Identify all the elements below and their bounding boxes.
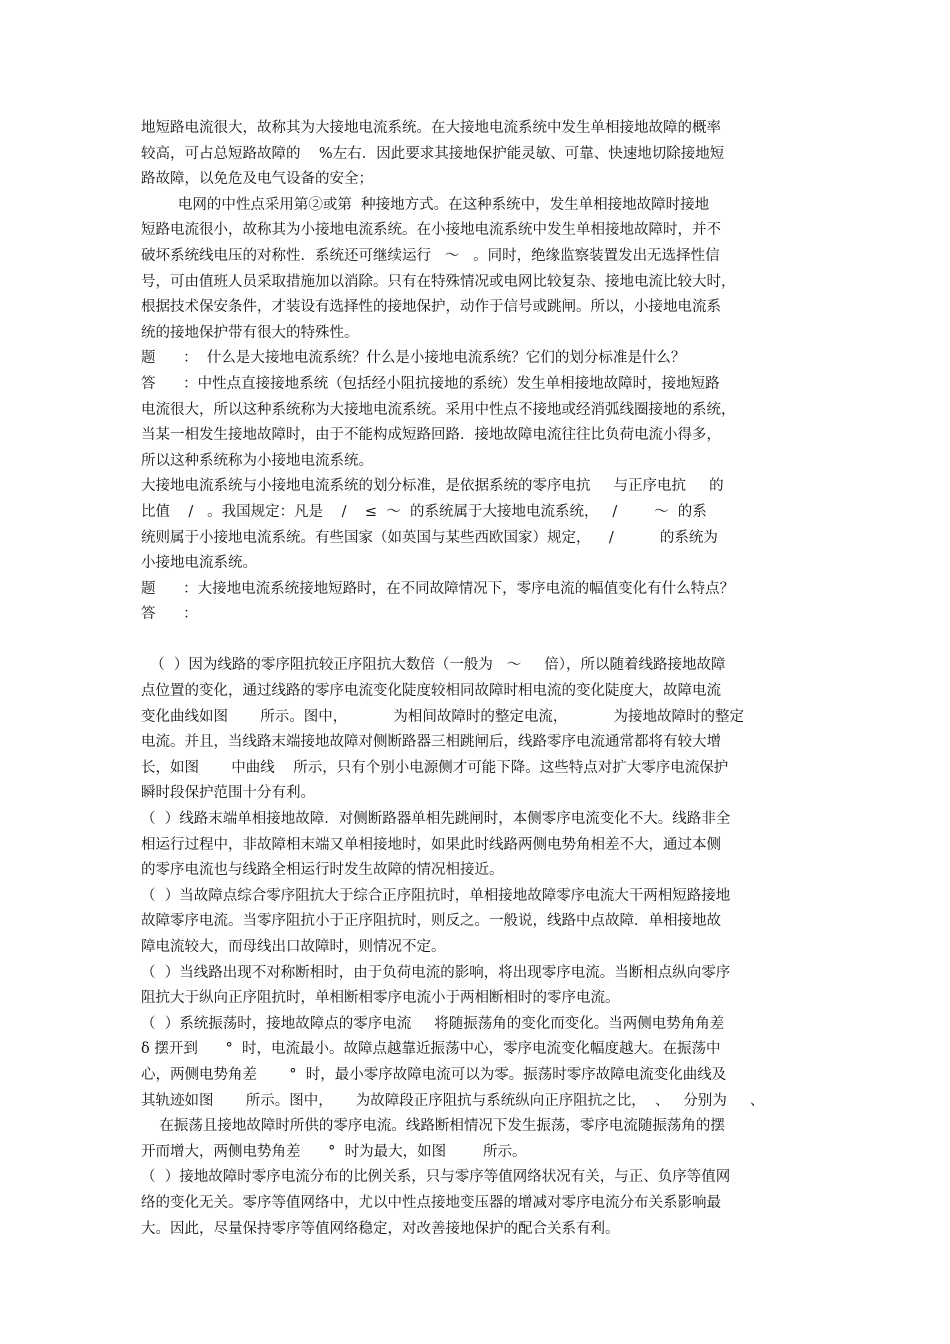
text-line: 的零序电流也与线路全相运行时发生故障的情况相接近。 xyxy=(141,862,504,879)
text-line: 心，两侧电势角差 ° 时，最小零序故障电流可以为零。振荡时零序故障电流变化曲线及 xyxy=(141,1066,727,1083)
text-line: 障电流较大，而母线出口故障时，则情况不定。 xyxy=(141,939,446,955)
text-line: 短路电流很小，故称其为小接地电流系统。在小接地电流系统中发生单相接地故障时，并不 xyxy=(141,222,721,239)
text-line: 答 ： xyxy=(141,606,198,623)
text-line: 统的接地保护带有很大的特殊性。 xyxy=(141,324,359,341)
text-line: 开而增大，两侧电势角差 ° 时为最大，如图 所示。 xyxy=(141,1143,527,1160)
text-line: （ ）因为线路的零序阻抗较正序阻抗大数倍（一般为 ～ 倍），所以随着线路接地故障 xyxy=(141,657,726,674)
text-line: 在振荡且接地故障时所供的零序电流。线路断相情况下发生振荡，零序电流随振荡角的摆 xyxy=(141,1118,725,1135)
text-line: 点位置的变化，通过线路的零序电流变化陡度较相同故障时相电流的变化陡度大，故障电流 xyxy=(141,683,721,700)
text-line: 路故障，以免危及电气设备的安全； xyxy=(141,171,373,188)
text-line: （ ）接地故障时零序电流分布的比例关系，只与零序等值网络状况有关，与正、负序等值网 xyxy=(141,1169,731,1186)
text-line: 根据技术保安条件，才装设有选择性的接地保护，动作于信号或跳闸。所以，小接地电流系 xyxy=(141,299,721,316)
text-line: 号，可由值班人员采取措施加以消除。只有在特殊情况或电网比较复杂、接地电流比较大时， xyxy=(141,273,736,290)
text-line: 答 ：中性点直接接地系统（包括经小阻抗接地的系统）发生单相接地故障时，接地短路 xyxy=(141,375,720,392)
text-line: 大。因此，尽量保持零序等值网络稳定，对改善接地保护的配合关系有利。 xyxy=(141,1220,620,1237)
text-line: （ ）当线路出现不对称断相时，由于负荷电流的影响，将出现零序电流。当断相点纵向零序 xyxy=(141,964,731,981)
text-line: 统则属于小接地电流系统。有些国家（如英国与某些西欧国家）规定， / 的系统为 xyxy=(141,529,718,546)
text-line: 电流。并且，当线路末端接地故障对侧断路器三相跳闸后，线路零序电流通常都将有较大增 xyxy=(141,734,721,751)
text-line: （ ）当故障点综合零序阻抗大于综合正序阻抗时，单相接地故障零序电流大干两相短路接地 xyxy=(141,887,731,904)
text-line: 大接地电流系统与小接地电流系统的划分标准，是依据系统的零序电抗 与正序电抗 的 xyxy=(141,478,724,495)
text-line: 题 ：大接地电流系统接地短路时，在不同故障情况下，零序电流的幅值变化有什么特点？ xyxy=(141,580,735,597)
text-line: 长，如图 中曲线 所示，只有个别小电源侧才可能下降。这些特点对扩大零序电流保护 xyxy=(141,759,729,776)
text-line: δ 摆开到 ° 时，电流最小。故障点越靠近振荡中心，零序电流变化幅度越大。在振荡中 xyxy=(141,1041,721,1058)
text-line: 题 ： 什么是大接地电流系统？什么是小接地电流系统？它们的划分标准是什么？ xyxy=(141,350,686,367)
text-line: 故障零序电流。当零序阻抗小于正序阻抗时，则反之。一般说，线路中点故障．单相接地故 xyxy=(141,913,721,930)
text-line: 变化曲线如图 所示。图中， 为相间故障时的整定电流， 为接地故障时的整定 xyxy=(141,708,744,725)
text-line: 阻抗大于纵向正序阻抗时，单相断相零序电流小于两相断相时的零序电流。 xyxy=(141,990,620,1007)
text-line: 电流很大，所以这种系统称为大接地电流系统。采用中性点不接地或经消弧线圈接地的系统， xyxy=(141,401,736,418)
document-body xyxy=(141,116,813,1242)
text-line: 小接地电流系统。 xyxy=(141,555,257,572)
text-line: 比值 / 。我国规定：凡是 / ≤ ～ 的系统属于大接地电流系统， / ～ 的系 xyxy=(141,503,707,520)
text-line: 电网的中性点采用第②或第 种接地方式。在这种系统中，发生单相接地故障时接地 xyxy=(141,196,710,213)
text-line: （ ）系统振荡时，接地故障点的零序电流 将随振荡角的变化而变化。当两侧电势角角差 xyxy=(141,1015,725,1032)
text-line: 络的变化无关。零序等值网络中，尤以中性点接地变压器的增减对零序电流分布关系影响最 xyxy=(141,1194,721,1211)
text-line: 瞬时段保护范围十分有利。 xyxy=(141,785,315,802)
text-line: 较高，可占总短路故障的 %左右．因此要求其接地保护能灵敏、可靠、快速地切除接地短 xyxy=(141,145,725,162)
text-line: 破坏系统线电压的对称性．系统还可继续运行 ～ 。同时，绝缘监察装置发出无选择性信 xyxy=(141,247,720,264)
blank-line xyxy=(141,628,813,654)
text-line: （ ）线路末端单相接地故障．对侧断路器单相先跳闸时，本侧零序电流变化不大。线路非全 xyxy=(141,811,731,828)
text-line: 所以这种系统称为小接地电流系统。 xyxy=(141,452,373,469)
text-line: 其轨迹如图 所示。图中， 为故障段正序阻抗与系统纵向正序阻抗之比， 、 分别为 、 xyxy=(141,1092,765,1109)
text-line: 相运行过程中，非故障相末端又单相接地时，如果此时线路两侧电势角相差不大，通过本侧 xyxy=(141,836,721,853)
text-line: 地短路电流很大，故称其为大接地电流系统。在大接地电流系统中发生单相接地故障的概率 xyxy=(141,120,721,136)
text-line: 当某一相发生接地故障时，由于不能构成短路回路．接地故障电流往往比负荷电流小得多， xyxy=(141,427,721,444)
